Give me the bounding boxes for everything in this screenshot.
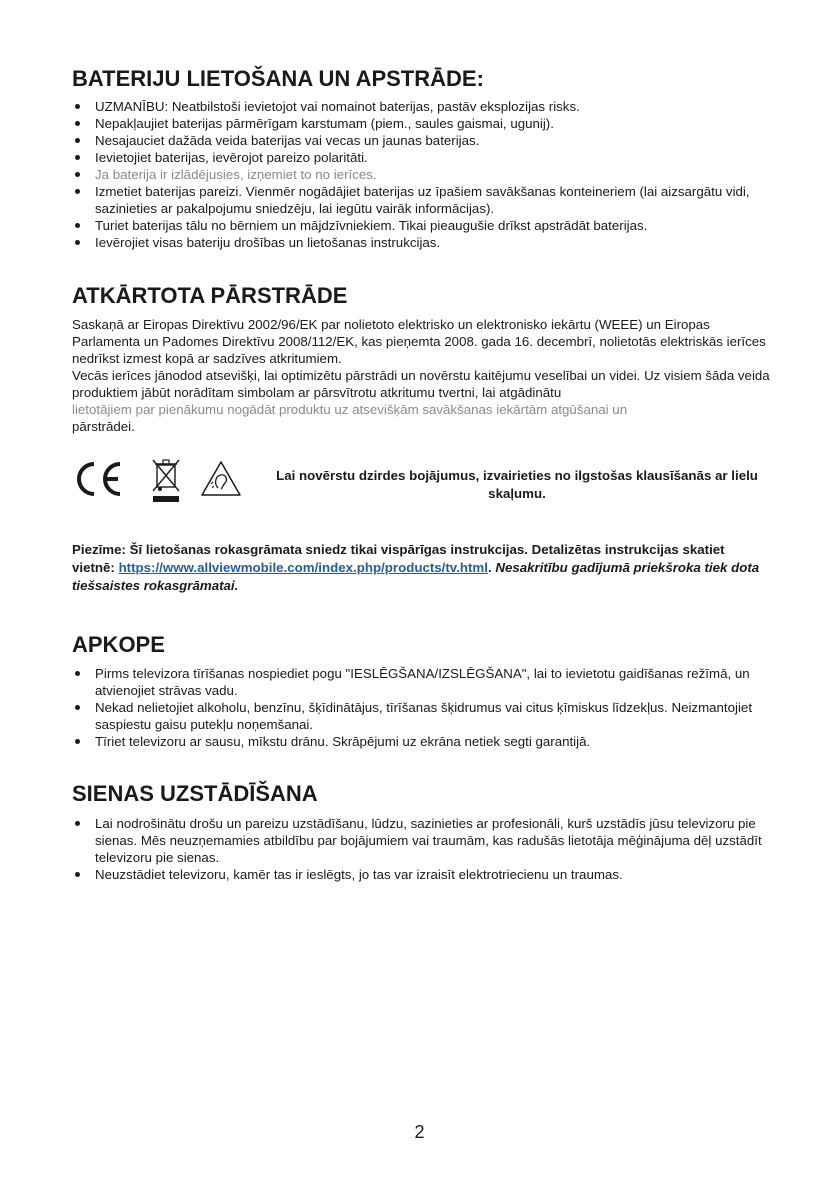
hearing-warning-text: Lai novērstu dzirdes bojājumus, izvairieties no ilgstošas klausīšanās ar lielu skaļumu. [276,468,758,501]
note-lead: Piezīme: Šī lietošanas rokasgrāmata sniedz tikai vispārīgas instrukcijas. Detalizētas instrukcijas skatiet vietnē: [72,542,725,575]
note-paragraph [72,541,764,595]
maintenance-list [72,665,772,750]
list-item: UZMANĪBU: Neatbilstoši ievietojot vai nomainot baterijas, pastāv eksplozijas risks. [72,98,772,115]
list-item: Nesajauciet dažāda veida baterijas vai vecas un jaunas baterijas. [72,132,772,149]
list-item: Izmetiet baterijas pareizi. Vienmēr nogādājiet baterijas uz īpašiem savākšanas konteineriem (lai aizsargātu vidi, sazinieties ar pakalpojumu sniedzēju, lai iegūtu vairāk informācijas). [72,183,772,217]
list-item: Ievietojiet baterijas, ievērojot pareizo polaritāti. [72,149,772,166]
recycling-paragraph-faded: lietotājiem par pienākumu nogādāt produktu uz atsevišķām savākšanas iekārtām atgūšanai un [72,402,628,417]
list-item: Pirms televizora tīrīšanas nospiediet pogu "IESLĒGŠANA/IZSLĒGŠANA", lai to ievietotu gaidīšanas režīmā, un atvienojiet strāvas vadu. [72,665,772,699]
list-item: Lai nodrošinātu drošu un pareizu uzstādīšanu, lūdzu, sazinieties ar profesionāli, kurš uzstādīs jūsu televizoru pie sienas. Mēs neuzņemamies atbildību par bojājumiem vai traumām, kas radušās lietotāja mēģinājuma dēļ uzstādīt televizoru pie sienas. [72,815,772,866]
maintenance-section [72,632,772,750]
wall-mount-heading: SIENAS UZSTĀDĪŠANA [72,781,318,806]
note-after-link: . [487,560,496,575]
ce-mark-icon [72,461,124,497]
crossed-out-wheelie-bin-icon [150,457,182,503]
page-number: 2 [414,1122,425,1142]
recycling-heading: ATKĀRTOTA PĀRSTRĀDE [72,283,348,308]
battery-list [72,98,772,251]
list-item: Ja baterija ir izlādējusies, izņemiet to no ierīces. [72,166,772,183]
recycling-body [72,316,772,435]
battery-section [72,66,772,251]
list-item: Ievērojiet visas bateriju drošības un lietošanas instrukcijas. [72,234,772,251]
note-block [72,541,764,595]
list-item: Nekad nelietojiet alkoholu, benzīnu, šķīdinātājus, tīrīšanas šķidrumus vai citus ķīmiskus līdzekļus. Neizmantojiet saspiestu gaisu putekļu noņemšanai. [72,699,772,733]
recycling-paragraph: Saskaņā ar Eiropas Direktīvu 2002/96/EK par nolietoto elektrisko un elektronisko iekārtu (WEEE) un Eiropas Parlamenta un Padomes Direktīvu 2008/112/EK, kas pieņemta 2008. gada 16. decembrī, nolietotās elektriskās ierīces nedrīkst izmest kopā ar sadzīves atkritumiem. [72,317,766,366]
wall-mount-list [72,815,772,883]
list-item: Tīriet televizoru ar sausu, mīkstu drānu. Skrāpējumi uz ekrāna netiek segti garantijā. [72,733,772,750]
battery-heading: BATERIJU LIETOŠANA UN APSTRĀDE: [72,66,484,91]
list-item: Neuzstādiet televizoru, kamēr tas ir ieslēgts, jo tas var izraisīt elektrotriecienu un traumas. [72,866,772,883]
recycling-paragraph: Vecās ierīces jānodod atsevišķi, lai optimizētu pārstrādi un novērstu kaitējumu veselībai un videi. Uz visiem šāda veida produktiem jābūt norādītam simbolam ar pārsvītrotu atkritumu tvertni, lai atgādinātu [72,368,770,400]
hearing-warning-icon [200,460,242,498]
note-italic: Nesakritību gadījumā priekšroka tiek dota tiešsaistes rokasgrāmatai. [72,560,760,593]
products-link[interactable]: https://www.allviewmobile.com/index.php/products/tv.html [118,560,488,575]
recycling-paragraph-end: pārstrādei. [72,419,135,434]
wall-mount-section [72,781,772,883]
compliance-marks [72,455,772,503]
list-item: Nepakļaujiet baterijas pārmērīgam karstumam (piem., saules gaismai, ugunij). [72,115,772,132]
list-item: Turiet baterijas tālu no bērniem un mājdzīvniekiem. Tikai pieaugušie drīkst apstrādāt baterijas. [72,217,772,234]
recycling-section [72,283,772,435]
maintenance-heading: APKOPE [72,632,165,657]
